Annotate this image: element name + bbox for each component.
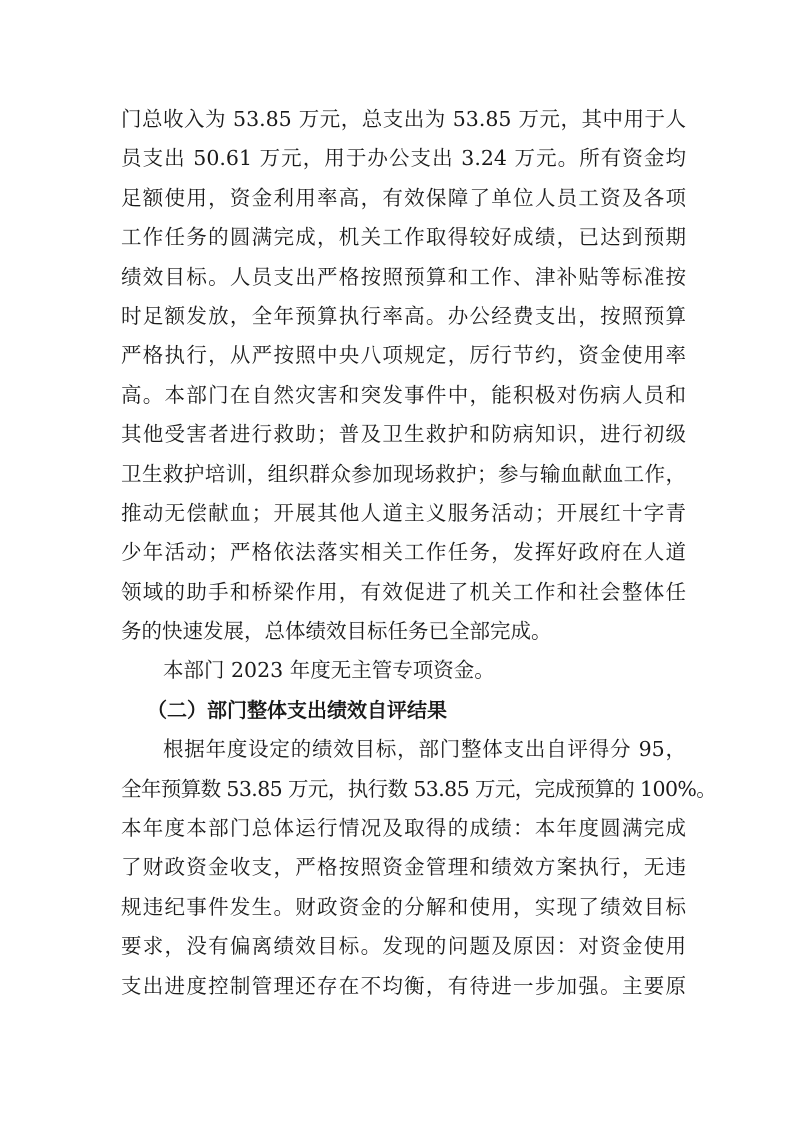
text-line: 根据年度设定的绩效目标，部门整体支出自评得分 95， — [163, 737, 686, 762]
document-body — [121, 100, 717, 1006]
text-line: 支出进度控制管理还存在不均衡，有待进一步加强。主要原 — [121, 973, 686, 998]
text-line: 本年度本部门总体运行情况及取得的成绩：本年度圆满完成 — [121, 816, 686, 841]
text-line: 高。本部门在自然灾害和突发事件中，能积极对伤病人员和 — [121, 382, 686, 407]
text-line: 全年预算数 53.85 万元，执行数 53.85 万元，完成预算的 100%。 — [121, 776, 717, 801]
text-line: 其他受害者进行救助；普及卫生救护和防病知识，进行初级 — [121, 422, 686, 447]
text-line: 足额使用，资金利用率高，有效保障了单位人员工资及各项 — [121, 185, 686, 210]
text-line: 时足额发放，全年预算执行率高。办公经费支出，按照预算 — [121, 303, 686, 328]
text-line: 务的快速发展，总体绩效目标任务已全部完成。 — [121, 619, 552, 644]
text-line: 本部门 2023 年度无主管专项资金。 — [163, 658, 495, 683]
text-line: 严格执行，从严按照中央八项规定，厉行节约，资金使用率 — [121, 343, 686, 368]
section-heading — [121, 691, 686, 730]
text-line: 领域的助手和桥梁作用，有效促进了机关工作和社会整体任 — [121, 579, 686, 604]
text-line: 少年活动；严格依法落实相关工作任务，发挥好政府在人道 — [121, 540, 686, 565]
text-line: 绩效目标。人员支出严格按照预算和工作、津补贴等标准按 — [121, 264, 686, 289]
text-line: 卫生救护培训，组织群众参加现场救护；参与输血献血工作， — [121, 461, 686, 486]
text-line: 门总收入为 53.85 万元，总支出为 53.85 万元，其中用于人 — [121, 107, 686, 131]
text-line: 了财政资金收支，严格按照资金管理和绩效方案执行，无违 — [121, 855, 686, 880]
heading-text: （二）部门整体支出绩效自评结果 — [147, 697, 447, 722]
paragraph-budget-summary — [121, 100, 686, 651]
text-line: 规违纪事件发生。财政资金的分解和使用，实现了绩效目标 — [121, 894, 686, 919]
text-line: 要求，没有偏离绩效目标。发现的问题及原因：对资金使用 — [121, 934, 686, 959]
text-line: 推动无偿献血；开展其他人道主义服务活动；开展红十字青 — [121, 500, 686, 525]
paragraph-special-funds — [121, 651, 686, 690]
paragraph-self-evaluation — [121, 730, 717, 1006]
text-line: 工作任务的圆满完成，机关工作取得较好成绩，已达到预期 — [121, 225, 686, 250]
text-line: 员支出 50.61 万元，用于办公支出 3.24 万元。所有资金均 — [121, 146, 686, 171]
